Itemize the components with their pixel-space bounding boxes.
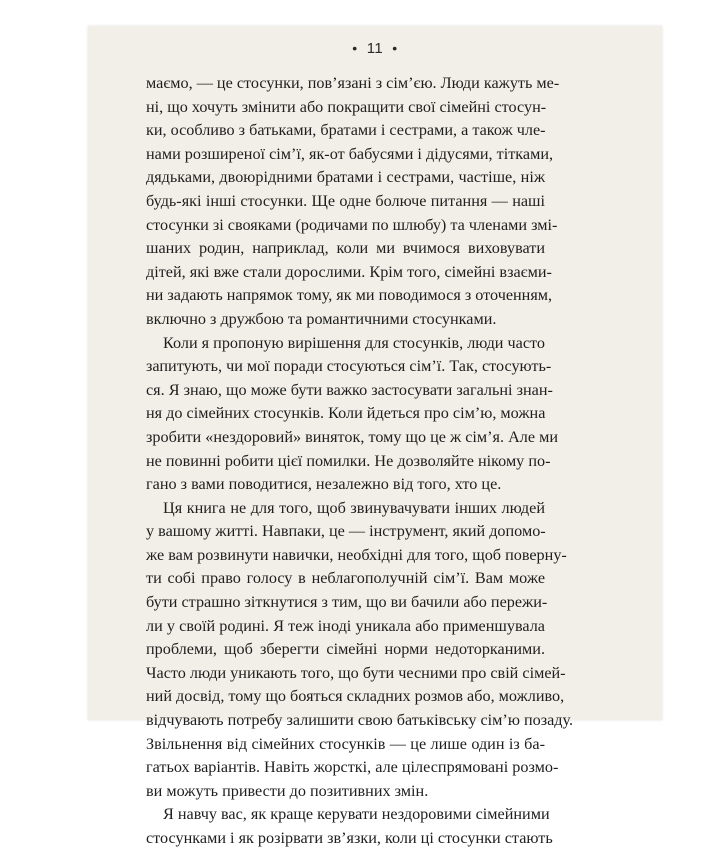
text-line: ли у своїй родині. Я теж іноді уникала або применшувала [146,616,545,635]
text-line: ний досвід, тому що бояться складних розмов або, можливо, [146,687,565,706]
text-line: ся. Я знаю, що може бути важко застосувати загальні знан- [146,380,553,399]
text-line: ви можуть привести до позитивних змін. [146,781,429,800]
text-line: ни задають напрямок тому, як ми поводимося з оточенням, [146,286,553,305]
text-line: Коли я пропоную вирішення для стосунків, люди часто [163,333,545,352]
text-line: ки, особливо з батьками, братами і сестрами, а також чле- [146,121,546,140]
text-line: стосунки зі свояками (родичами по шлюбу) та членами змі- [146,215,558,234]
text-line: зробити «нездоровий» виняток, тому що це ж сім’я. Але ми [146,427,558,446]
text-line: шаних родин, наприклад, коли ми вчимося виховувати [146,239,545,258]
text-line: стосунками і як розірвати зв’язки, коли ці стосунки стають [146,829,553,847]
text-line: Звільнення від сімейних стосунків — це лише один із ба- [146,734,545,753]
text-line: проблеми, щоб зберегти сімейні норми недоторканими. [146,640,545,659]
text-line: нами розширеної сім’ї, як-от бабусями і дідусями, тітками, [146,144,554,163]
text-line: ні, що хочуть змінити або покращити свої сімейні стосун- [146,97,547,116]
page-number-header [88,40,662,57]
text-line: же вам розвинути навички, необхідні для того, щоб поверну- [146,545,567,564]
text-line: дядьками, двоюрідними братами і сестрами, частіше, ніж [146,168,545,187]
book-page [88,26,662,847]
text-line: бути страшно зіткнутися з тим, що ви бачили або пережи- [146,593,548,612]
body-text [146,72,574,851]
text-line: у вашому житті. Навпаки, це — інструмент, який допомо- [146,522,546,541]
paragraph [146,72,560,332]
text-line: Я навчу вас, як краще керувати нездоровими сімейними [163,805,550,824]
text-line: ти собі право голосу в неблагополучній сім’ї. Вам може [146,569,545,588]
text-line: будь-які інші стосунки. Ще одне болюче питання — наші [146,191,545,210]
page-number: 11 [366,40,384,57]
paragraph [146,803,553,850]
text-line: гатьох варіантів. Навіть жорсткі, але цілеспрямовані розмо- [146,758,559,777]
text-line: гано з вами поводитися, незалежно від того, хто це. [146,475,502,494]
text-line: не повинні робити цієї помилки. Не дозволяйте нікому по- [146,451,551,470]
bullet-left: • [352,40,358,56]
text-line: маємо, — це стосунки, пов’язані з сім’єю. Люди кажуть ме- [146,74,560,92]
text-line: ня до сімейних стосунків. Коли йдеться про сім’ю, можна [146,404,546,423]
text-line: Ця книга не для того, щоб звинувачувати інших людей [163,498,545,517]
paragraph [146,497,574,804]
bullet-right: • [392,40,398,56]
text-line: запитують, чи мої поради стосуються сім’ї. Так, стосують- [146,357,552,376]
paragraph [146,332,558,497]
text-line: включно з дружбою та романтичними стосунками. [146,309,497,328]
text-line: дітей, які вже стали дорослими. Крім того, сімейні взаєми- [146,262,552,281]
text-line: відчувають потребу залишити свою батьківську сім’ю позаду. [146,711,574,730]
text-line: Часто люди уникають того, що бути чесними про свій сімей- [146,663,566,682]
